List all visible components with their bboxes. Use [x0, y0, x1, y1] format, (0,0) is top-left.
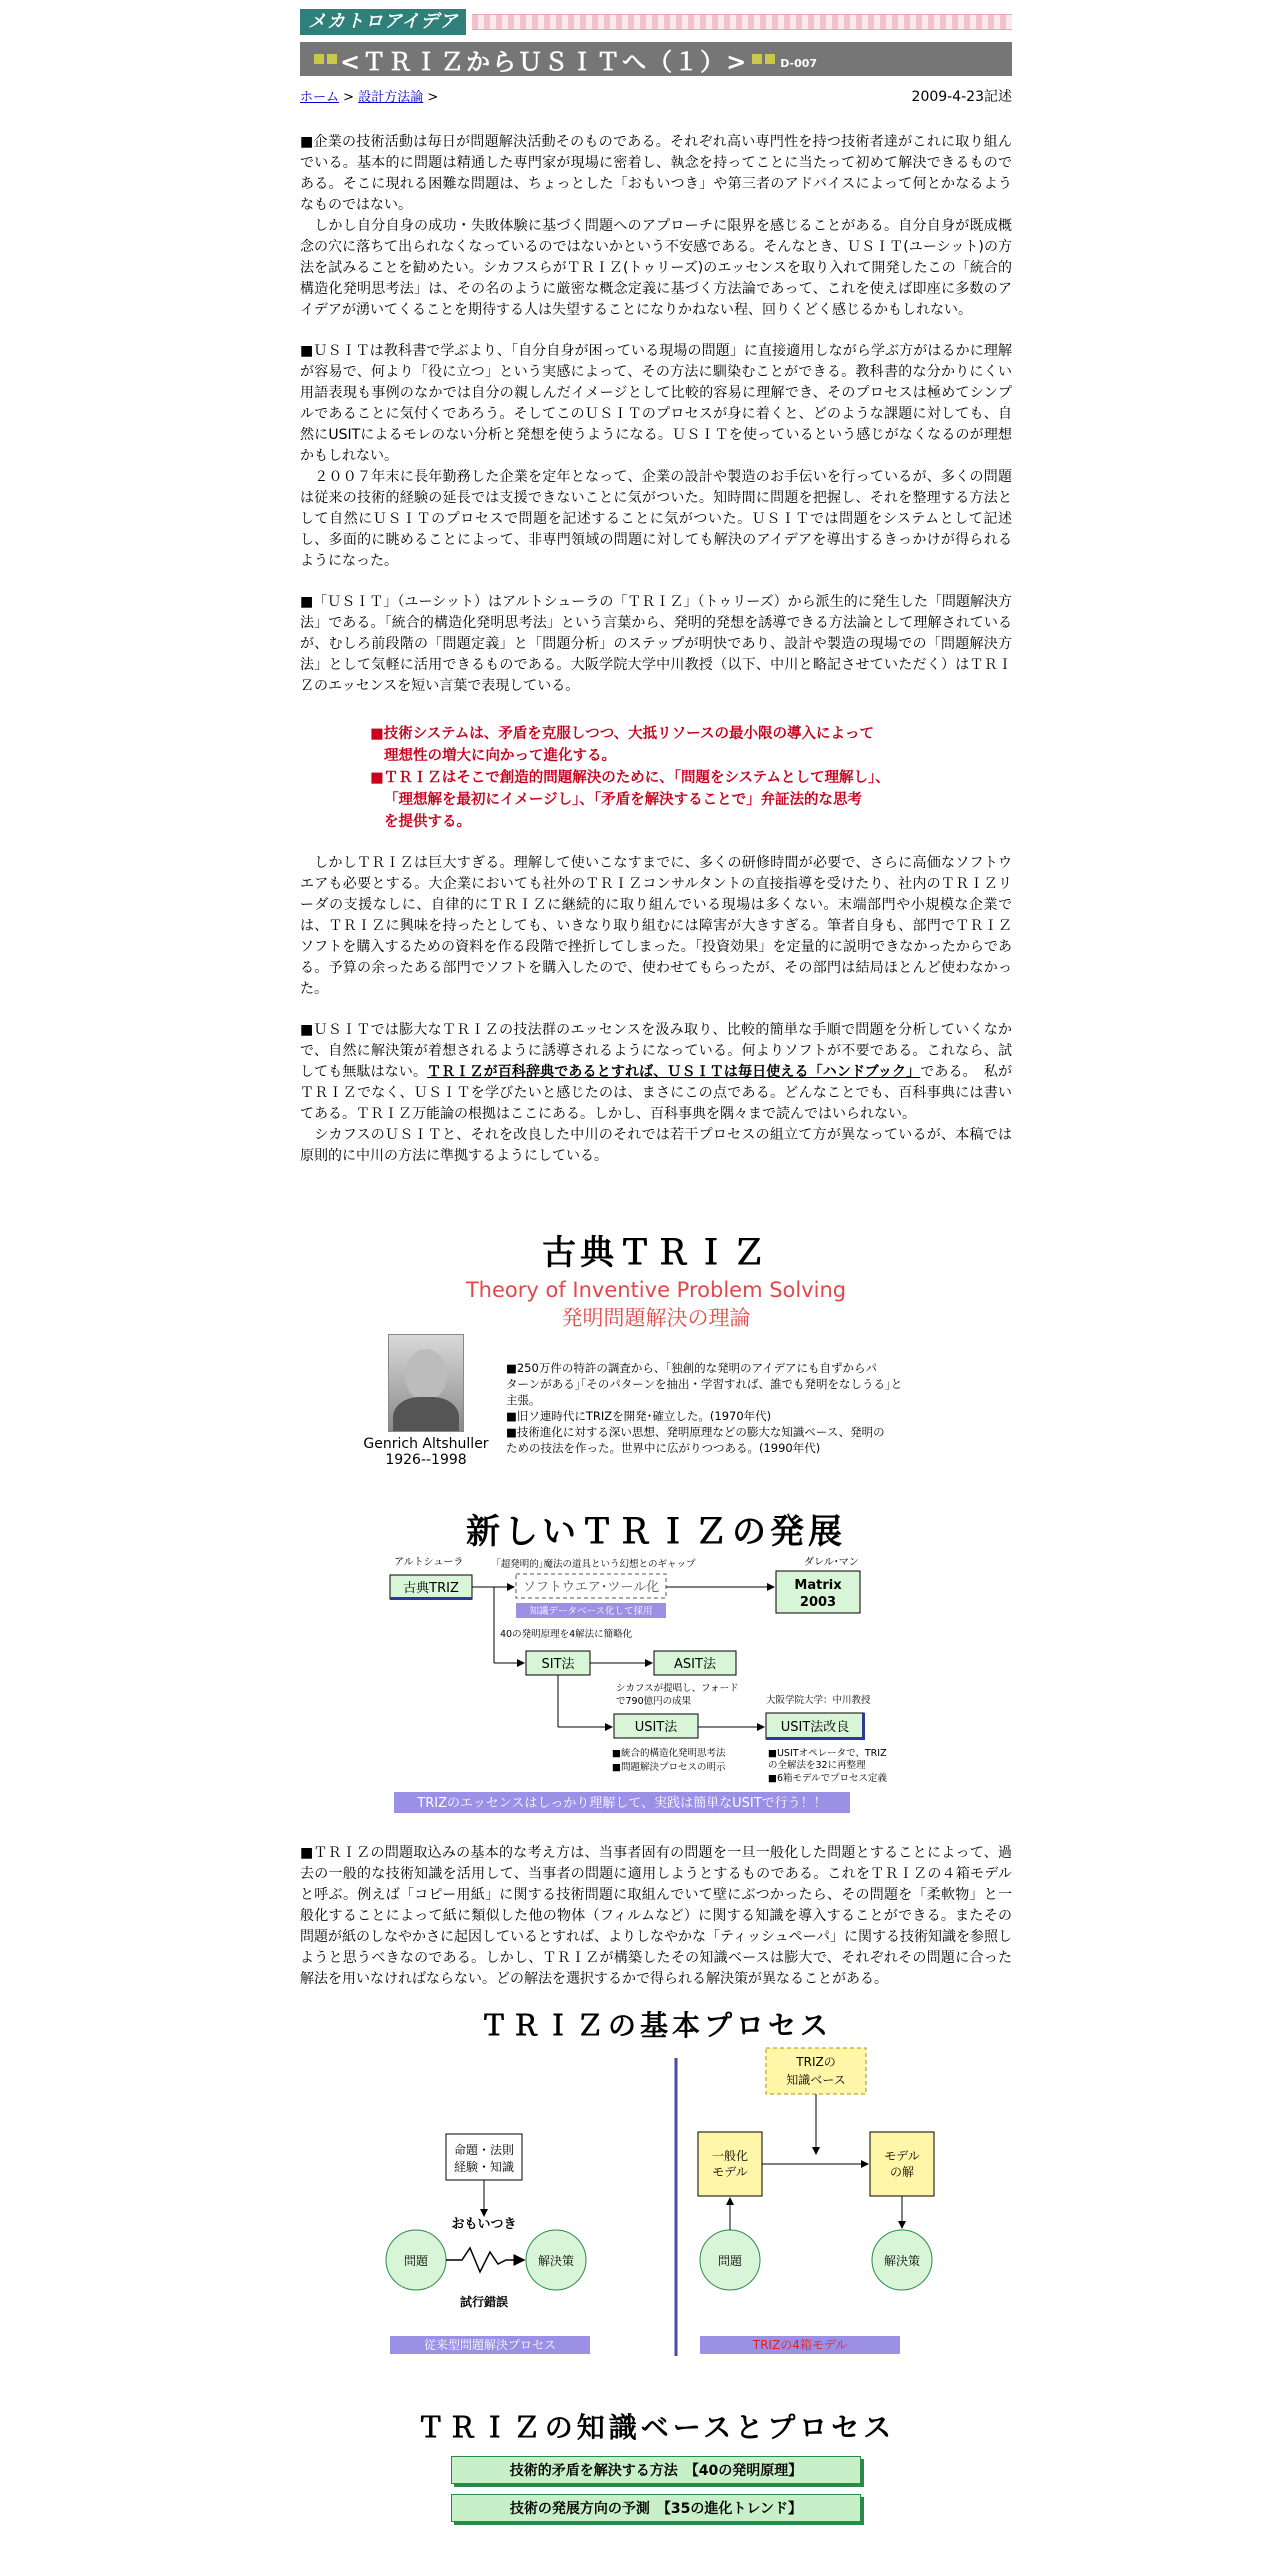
note-3b: の全解法を32に再整理: [768, 1760, 866, 1771]
slide-title: ＴＲＩＺの基本プロセス: [479, 2009, 832, 2042]
bullet-line: ■旧ソ連時代にTRIZを開発･確立した。(1970年代): [506, 1409, 772, 1423]
label-kb-1: TRIZの: [796, 2055, 836, 2069]
paragraph-4: しかしＴＲＩＺは巨大すぎる。理解して使いこなすまでに、多くの研修時間が必要で、さらに高価なソフトウエアも必要とする。大企業においても社外のＴＲＩＺコンサルタントの直接指導を受けたり、社内のＴＲＩＺリーダの支援なしに、自律的にＴＲＩＺに継続的に取り組んでいる現場は多くない。末端部門や小規模な企業では、ＴＲＩＺに興味を持ったとしても、いきなり取り組むには障害が大きすぎる。筆者自身も、部門でＴＲＩＺソフトを購入するための資料を作る段階で挫折してしまった。「投資効果」を定量的に説明できなかったからである。予算の余ったある部門でソフトを購入したので、使わせてもらったが、その部門は結局ほとんど使わなかった。: [300, 855, 1012, 997]
paragraph-1b: しかし自分自身の成功・失敗体験に基づく問題へのアプローチに限界を感じることがある。自分自身が既成概念の穴に落ちて出られなくなっているのではないかという不安感である。そんなとき、ＵＳＩＴ(ユーシット)の方法を試みることを勧めたい。シカフスらがＴＲＩＺ(トゥリーズ)のエッセンスを取り入れて開発したこの「統合的構造化発明思考法」は、その名のように厳密な概念定義に基づく方法論であって、これを使えば即座に多数のアイデアが湧いてくることを期待する人は失望することになりかねない程、回りくどく感じるかもしれない。: [300, 218, 1012, 318]
label-classic-triz: 古典TRIZ: [403, 1581, 459, 1596]
breadcrumb-home-link[interactable]: ホーム: [300, 90, 340, 105]
breadcrumb-separator: >: [339, 90, 359, 105]
label-modelsol-1: モデル: [884, 2149, 920, 2163]
site-logo[interactable]: メカトロアイデア: [300, 9, 466, 35]
zigzag-arrow: [446, 2248, 524, 2272]
label-modelsol-2: の解: [889, 2165, 915, 2179]
label-darrell: ダレル･マン: [804, 1557, 859, 1568]
paragraph-5: [300, 1020, 1012, 1125]
left-label: 従来型問題解決プロセス: [423, 2338, 557, 2352]
classic-triz-slide: [356, 1225, 956, 1468]
triz-kb-slide: [376, 2406, 936, 2522]
kb-row-2: 技術の発展方向の予測 【35の進化トレンド】: [451, 2494, 861, 2522]
slide-subtitle-en: Theory of Inventive Problem Solving: [465, 1278, 847, 1302]
quote-line: ■ＴＲＩＺはそこで創造的問題解決のために、「問題をシステムとして理解し」、: [370, 770, 890, 786]
written-date: 2009-4-23記述: [911, 89, 1012, 105]
bullet-line: ■250万件の特許の調査から、｢独創的な発明のアイデアにも自ずからパ: [506, 1361, 878, 1375]
label-kb: 知識データベース化して採用: [529, 1606, 653, 1617]
title-square-icon: [752, 54, 762, 64]
slide-subtitle-jp: 発明問題解決の理論: [561, 1306, 751, 1330]
quote-line: を提供する。: [384, 814, 471, 830]
label-matrix-year: 2003: [799, 1595, 837, 1610]
label-omoi: おもいつき: [451, 2217, 517, 2232]
bullet-line: ターンがある｣｢そのパターンを抽出・学習すれば、誰でも発明をなしうる｣と: [506, 1377, 903, 1391]
label-usit: USIT法: [634, 1720, 678, 1735]
label-problem-triz: 問題: [717, 2254, 743, 2268]
slide-bullets: [496, 1334, 936, 1468]
slide-title: 古典ＴＲＩＺ: [542, 1233, 770, 1273]
bullet-line: ■技術進化に対する深い思想、発明原理などの膨大な知識ベース、発明の: [506, 1425, 885, 1439]
box-edge: [766, 1737, 865, 1740]
label-principles: 40の発明原理を4解法に簡略化: [500, 1629, 633, 1640]
label-sickafus-2: で790億円の成果: [616, 1696, 692, 1707]
bullet-line: 主張。: [506, 1393, 541, 1407]
slide-title: ＴＲＩＺの知識ベースとプロセス: [416, 2411, 896, 2444]
label-matrix: Matrix: [794, 1578, 842, 1593]
label-sit: SIT法: [541, 1657, 575, 1672]
label-general-2: モデル: [712, 2165, 748, 2179]
person-name: Genrich Altshuller: [363, 1436, 489, 1452]
paragraph-5c: シカフスのＵＳＩＴと、それを改良した中川のそれでは若干プロセスの組立て方が異なっているが、本稿では原則的に中川の方法に準拠するようにしている。: [300, 1127, 1012, 1164]
altshuller-portrait: [388, 1334, 464, 1432]
decorative-lace: [472, 14, 1012, 30]
label-altshuller: アルトシューラ: [394, 1557, 464, 1568]
triz-basic-process-slide: [376, 2004, 936, 2388]
banner-text: TRIZのエッセンスはしっかり理解して、実践は簡単なUSITで行う！！: [417, 1796, 827, 1811]
handbook-emphasis: ＴＲＩＺが百科辞典であるとすれば、ＵＳＩＴは毎日使える「ハンドブック」: [427, 1064, 921, 1080]
title-square-icon: [327, 54, 337, 64]
label-solution-triz: 解決策: [883, 2254, 921, 2268]
triz-evolution-slide: [376, 1504, 936, 1827]
paragraph-5-text: ■ＵＳＩＴでは膨大なＴＲＩＺの技法群のエッセンスを汲み取り、比較的簡単な手順で問題を分析していくなかで、自然に解決策が着想されるように誘導されるようになっている。何よりソフトが不要である。これなら、試しても無駄はない。: [300, 1022, 1012, 1080]
right-label: TRIZの4箱モデル: [752, 2338, 848, 2352]
kb-row-1: 技術的矛盾を解決する方法 【40の発明原理】: [451, 2456, 861, 2484]
bullet-line: ための技法を作った。世界中に広がりつつある。(1990年代): [506, 1441, 821, 1455]
paragraph-3: ■「ＵＳＩＴ」（ユーシット）はアルトシューラの「ＴＲＩＺ」（トゥリーズ）から派生的に発生した「問題解決方法」である。「統合的構造化発明思考法」という言葉から、発明的発想を誘導できる方法論として理解されているが、むしろ前段階の「問題定義」と「問題分析」のステップが明快であり、設計や製造の現場での「問題解決方法」として気軽に活用できるものである。大阪学院大学中川教授（以下、中川と略記させていただく）はＴＲＩＺのエッセンスを短い言葉で表現している。: [300, 594, 1012, 694]
paragraph-6: ■ＴＲＩＺの問題取込みの基本的な考え方は、当事者固有の問題を一旦一般化した問題とすることによって、過去の一般的な技術知識を活用して、当事者の問題に適用しようとするものである。これをＴＲＩＺの４箱モデルと呼ぶ。例えば「コピー用紙」に関する技術問題に取組んでいて壁にぶつかったら、その問題を「柔軟物」と一般化することによって紙に類似した他の物体（フィルムなど）に関する知識を導入することができる。またその問題が紙のしなやかさに起因しているとすれば、よりしなやかな「ティッシュペーパ」に関する技術知識を参照しようと思うべきなのである。しかし、ＴＲＩＺが構築したその知識ベースは膨大で、それぞれその問題に合った解法を用いなければならない。どの解法を選択するかで得られる解決策が異なることがある。: [300, 1845, 1012, 1987]
paragraph-2: ■ＵＳＩＴは教科書で学ぶより、「自分自身が困っている現場の問題」に直接適用しながら学ぶ方がはるかに理解が容易で、何より「役に立つ」という実感によって、その方法に馴染むことができる。教科書的な分かりにくい用語表現も事例のなかでは自分の親しんだイメージとして比較的容易に理解でき、そのプロセスは極めてシンプルであることに気付くであろう。そしてこのＵＳＩＴのプロセスが身に着くと、どのような課題に対しても、自然にUSITによるモレのない分析と発想を使うようになる。ＵＳＩＴを使っているという感じがなくなるのが理想かもしれない。: [300, 343, 1012, 464]
label-sickafus-1: シカフスが提唱し、フォード: [616, 1683, 739, 1694]
breadcrumb-separator: >: [423, 90, 439, 105]
site-banner: [300, 8, 1012, 36]
note-3: ■USITオペレータで、TRIZ: [768, 1748, 887, 1759]
person-years: 1926--1998: [385, 1452, 467, 1468]
quote-line: 理想性の増大に向かって進化する。: [384, 748, 616, 764]
doc-code: D-007: [780, 57, 818, 70]
page-container: [300, 8, 1012, 2522]
label-gap: ｢超発明的｣魔法の道具という幻想とのギャップ: [496, 1559, 696, 1570]
label-kb-2: 知識ベース: [786, 2073, 846, 2087]
paragraph-5-text: である。 私がＴＲＩＺでなく、ＵＳＩＴを学びたいと感じたのは、まさにこの点である。どんなことでも、百科事典には書いてある。ＴＲＩＺ万能論の根拠はここにある。しかし、百科事典を隅々まで読んではいられない。: [300, 1064, 1013, 1122]
box-underline: [390, 1597, 472, 1600]
box-general-model: [698, 2132, 762, 2196]
label-solution: 解決策: [537, 2254, 575, 2268]
paragraph-1: ■企業の技術活動は毎日が問題解決活動そのものである。それぞれ高い専門性を持つ技術者達がこれに取り組んでいる。基本的に問題は精通した専門家が現場に密着し、執念を持ってことに当たって初めて解決できるものである。そこに現れる困難な問題は、ちょっとした「おもいつき」や第三者のアドバイスによって何とかなるようなものではない。: [300, 134, 1012, 213]
box-model-solution: [870, 2132, 934, 2196]
label-trial: 試行錯誤: [459, 2295, 509, 2309]
process-diagram: [376, 2044, 936, 2384]
label-osaka: 大阪学院大学：中川教授: [766, 1695, 871, 1706]
label-asit: ASIT法: [674, 1657, 716, 1672]
page-title: <ＴＲＩＺからＵＳＩＴへ（１）>: [340, 47, 749, 76]
paragraph-2b: ２００７年末に長年勤務した企業を定年となって、企業の設計や製造のお手伝いを行っているが、多くの問題は従来の技術的経験の延長では支援できないことに気がついた。知時間に問題を把握し、それを整理する方法として自然にＵＳＩＴのプロセスで問題を記述することに気がついた。ＵＳＩＴでは問題をシステムとして記述し、多面的に眺めることによって、非専門領域の問題に対しても解決のアイデアを導出するきっかけが得られるようになった。: [300, 469, 1012, 569]
label-software: ソフトウエア･ツール化: [522, 1580, 660, 1595]
note-4: ■6箱モデルでプロセス定義: [768, 1773, 888, 1784]
quote-line: ■技術システムは、矛盾を克服しつつ、大抵リソースの最小限の導入によって: [370, 726, 874, 742]
page-title-bar: [300, 42, 1012, 76]
breadcrumb-section-link[interactable]: 設計方法論: [358, 90, 424, 105]
quote-line: 「理想解を最初にイメージし」、「矛盾を解決することで」弁証法的な思考: [384, 792, 863, 808]
label-general-1: 一般化: [711, 2149, 749, 2163]
note-1: ■統合的構造化発明思考法: [612, 1748, 726, 1759]
evolution-diagram: [376, 1553, 936, 1823]
title-square-icon: [765, 54, 775, 64]
title-square-icon: [314, 54, 324, 64]
slide-title: 新しいＴＲＩＺの発展: [466, 1512, 846, 1552]
note-2: ■問題解決プロセスの明示: [612, 1762, 726, 1773]
label-problem: 問題: [403, 2254, 429, 2268]
label-laws-2: 経験・知識: [453, 2160, 515, 2174]
triz-essence-quote: [370, 723, 1012, 833]
box-edge: [862, 1713, 865, 1739]
label-usit-improved: USIT法改良: [780, 1720, 850, 1735]
breadcrumb: [300, 86, 1012, 106]
label-laws-1: 命題・法則: [453, 2143, 515, 2157]
